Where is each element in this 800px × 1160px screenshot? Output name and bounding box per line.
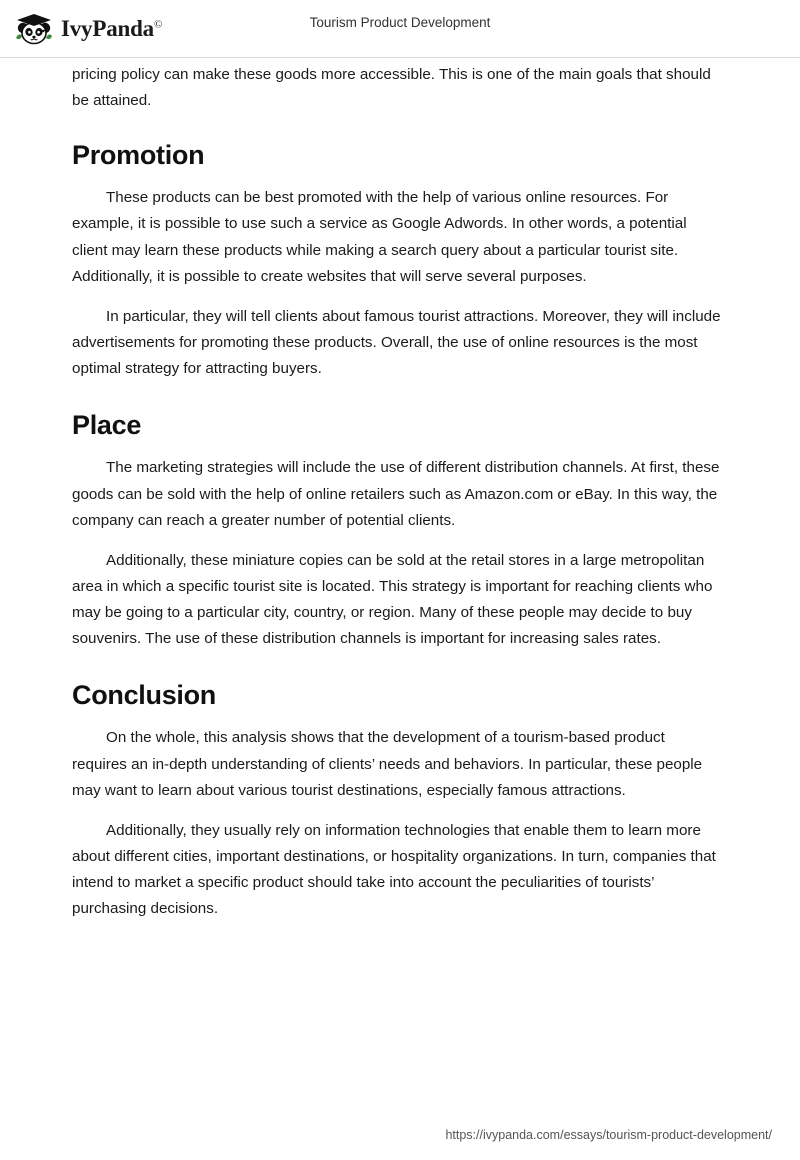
section-heading-conclusion: Conclusion (72, 680, 216, 711)
page-header (0, 0, 800, 58)
brand-registered-mark: © (153, 18, 163, 31)
paragraph: In particular, they will tell clients about famous tourist attractions. Moreover, they will include advertisements for promoting these products. Overall, the use of online resources is the most optimal strategy for attracting buyers. (72, 307, 721, 378)
paragraph: Additionally, they usually rely on information technologies that enable them to learn more about different cities, important destinations, or hospitality organizations. In turn, companies that intend to market a specific product should take into account the peculiarities of tourists’ purchasing decisions. (72, 821, 716, 918)
paragraph: On the whole, this analysis shows that the development of a tourism-based product requires an in-depth understanding of clients’ needs and behaviors. In particular, these people may want to learn about various tourist destinations, especially famous attractions. (72, 729, 703, 799)
brand-name-text: IvyPanda (61, 16, 154, 41)
paragraph: Additionally, these miniature copies can be sold at the retail stores in a large metropolitan area in which a specific tourist site is located. This strategy is important for reaching clients who may be going to a particular city, country, or region. Many of these people may decide to buy souvenirs. The use of these distribution channels is important for increasing sales rates. (72, 551, 713, 648)
section-heading-place: Place (72, 410, 142, 441)
document-body (72, 62, 722, 922)
paragraph: The marketing strategies will include the use of different distribution channels. At first, these goods can be sold with the help of online retailers such as Amazon.com or eBay. In this way, the company can reach a greater number of potential clients. (72, 459, 720, 529)
section-heading-promotion: Promotion (72, 140, 205, 171)
page-title: Tourism Product Development (309, 15, 491, 30)
source-url-link[interactable]: https://ivypanda.com/essays/tourism-product-development/ (445, 1128, 772, 1142)
page-footer (0, 1128, 772, 1142)
continued-paragraph: pricing policy can make these goods more accessible. This is one of the main goals that should be attained. (72, 66, 711, 110)
paragraph: These products can be best promoted with the help of various online resources. For example, it is possible to use such a service as Google Adwords. In other words, a potential client may learn these products while making a search query about a particular tourist site. Additionally, it is possible to create websites that will serve several purposes. (72, 189, 687, 285)
